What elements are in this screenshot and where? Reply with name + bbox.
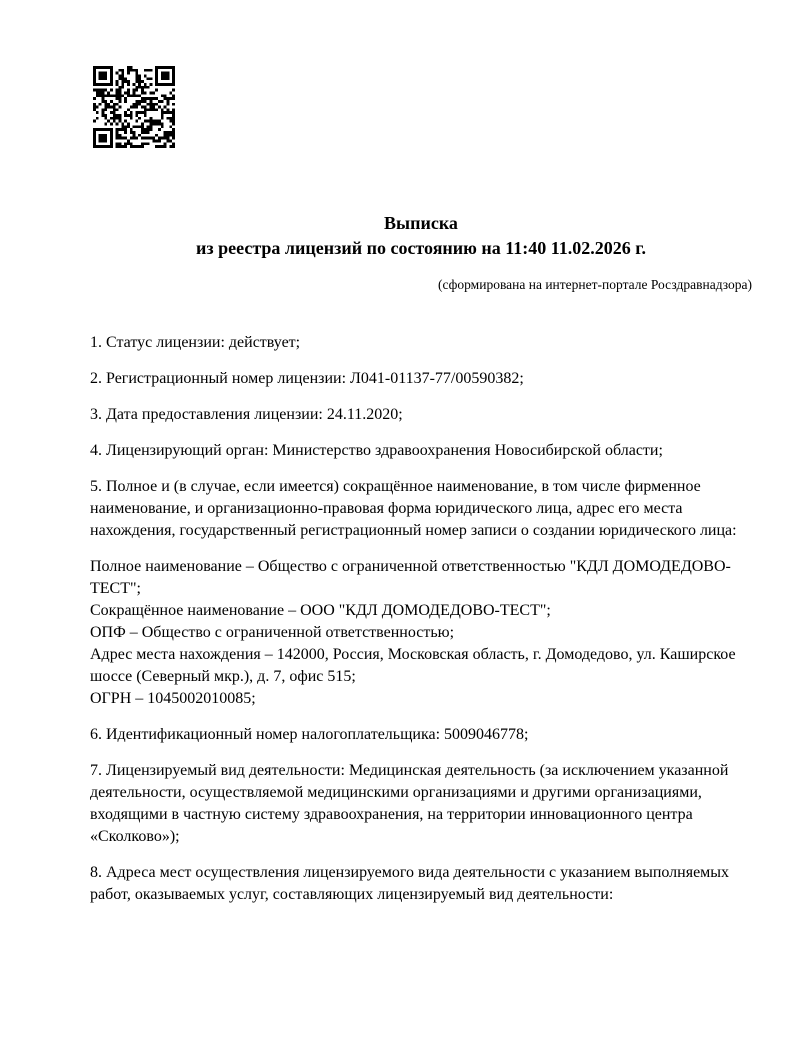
title-line-1: Выписка xyxy=(384,213,458,233)
org-legal-form: ОПФ – Общество с ограниченной ответственностью; xyxy=(90,624,455,641)
qr-code-icon xyxy=(93,66,175,148)
document-body xyxy=(90,332,752,906)
document-content xyxy=(90,211,752,906)
item-1-license-status: 1. Статус лицензии: действует; xyxy=(90,334,301,351)
item-7-licensed-activity: 7. Лицензируемый вид деятельности: Медицинская деятельность (за исключением указанной деятельности, осуществляемой медицинскими организациями и другими организациями, входящими в частную систему здравоохранения, на территории инновационного центра «Сколково»); xyxy=(90,762,729,845)
item-6-taxpayer-number: 6. Идентификационный номер налогоплательщика: 5009046778; xyxy=(90,726,529,743)
item-4-licensing-authority: 4. Лицензирующий орган: Министерство здравоохранения Новосибирской области; xyxy=(90,442,663,459)
item-5-org-names-heading: 5. Полное и (в случае, если имеется) сокращённое наименование, в том числе фирменное наименование, и организационно-правовая форма юридического лица, адрес его места нахождения, государственный регистрационный номер записи о создании юридического лица: xyxy=(90,478,737,539)
item-5-org-details xyxy=(90,556,752,710)
document-title xyxy=(90,211,752,261)
document-subtitle: (сформирована на интернет-портале Росздравнадзора) xyxy=(437,277,752,292)
title-line-2: из реестра лицензий по состоянию на 11:40 11.02.2026 г. xyxy=(196,238,646,258)
item-2-registration-number: 2. Регистрационный номер лицензии: Л041-01137-77/00590382; xyxy=(90,370,524,387)
org-full-name: Полное наименование – Общество с ограниченной ответственностью "КДЛ ДОМОДЕДОВО-ТЕСТ"; xyxy=(90,558,731,597)
org-ogrn: ОГРН – 1045002010085; xyxy=(90,690,256,707)
org-short-name: Сокращённое наименование – ООО "КДЛ ДОМОДЕДОВО-ТЕСТ"; xyxy=(90,602,551,619)
item-8-addresses-heading: 8. Адреса мест осуществления лицензируемого вида деятельности с указанием выполняемых работ, оказываемых услуг, составляющих лицензируемый вид деятельности: xyxy=(90,864,730,903)
item-3-grant-date: 3. Дата предоставления лицензии: 24.11.2020; xyxy=(90,406,403,423)
org-address: Адрес места нахождения – 142000, Россия, Московская область, г. Домодедово, ул. Каширское шоссе (Северный мкр.), д. 7, офис 515; xyxy=(90,646,736,685)
